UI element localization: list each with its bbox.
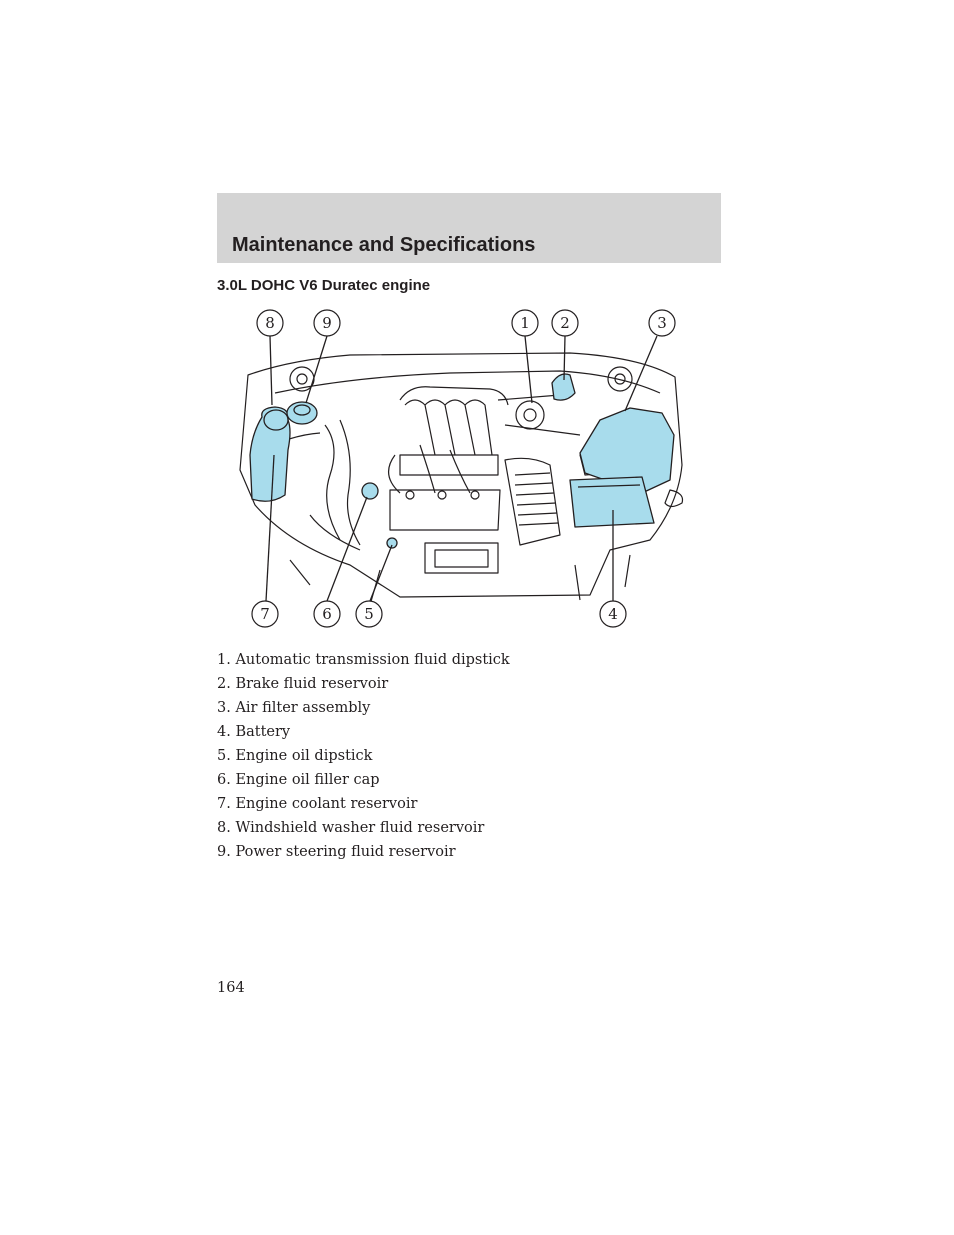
legend-item: 7. Engine coolant reservoir [217, 796, 418, 812]
svg-text:5: 5 [364, 605, 374, 623]
svg-text:1: 1 [520, 314, 530, 332]
oil-filler-cap [362, 483, 378, 499]
section-title: Maintenance and Specifications [232, 234, 536, 256]
callout-5 [356, 601, 382, 627]
callout-9 [314, 310, 340, 336]
legend-item: 6. Engine oil filler cap [217, 772, 380, 788]
engine-heading: 3.0L DOHC V6 Duratec engine [217, 277, 431, 294]
legend-item: 2. Brake fluid reservoir [217, 676, 389, 692]
callout-2 [552, 310, 578, 336]
callout-3 [649, 310, 675, 336]
legend-item: 1. Automatic transmission fluid dipstick [217, 652, 510, 668]
battery-shape [570, 477, 654, 527]
legend-item: 3. Air filter assembly [217, 700, 371, 716]
callout-8 [257, 310, 283, 336]
engine-compartment-diagram [230, 305, 695, 635]
washer-reservoir-cap [264, 410, 288, 430]
legend-item: 9. Power steering fluid reservoir [217, 844, 456, 860]
callout-4 [600, 601, 626, 627]
page-number: 164 [217, 980, 245, 996]
svg-text:7: 7 [260, 605, 270, 623]
svg-text:6: 6 [322, 605, 332, 623]
svg-text:3: 3 [657, 314, 667, 332]
callout-6 [314, 601, 340, 627]
highlighted-components [250, 374, 674, 548]
component-legend [217, 650, 510, 866]
legend-item: 8. Windshield washer fluid reservoir [217, 820, 485, 836]
svg-text:9: 9 [322, 314, 332, 332]
engine-diagram-svg [230, 305, 695, 635]
svg-text:8: 8 [265, 314, 275, 332]
legend-item: 4. Battery [217, 724, 291, 740]
svg-text:2: 2 [560, 314, 570, 332]
callout-1 [512, 310, 538, 336]
section-header-band [217, 193, 721, 263]
legend-item: 5. Engine oil dipstick [217, 748, 373, 764]
callout-7 [252, 601, 278, 627]
svg-text:4: 4 [608, 605, 618, 623]
